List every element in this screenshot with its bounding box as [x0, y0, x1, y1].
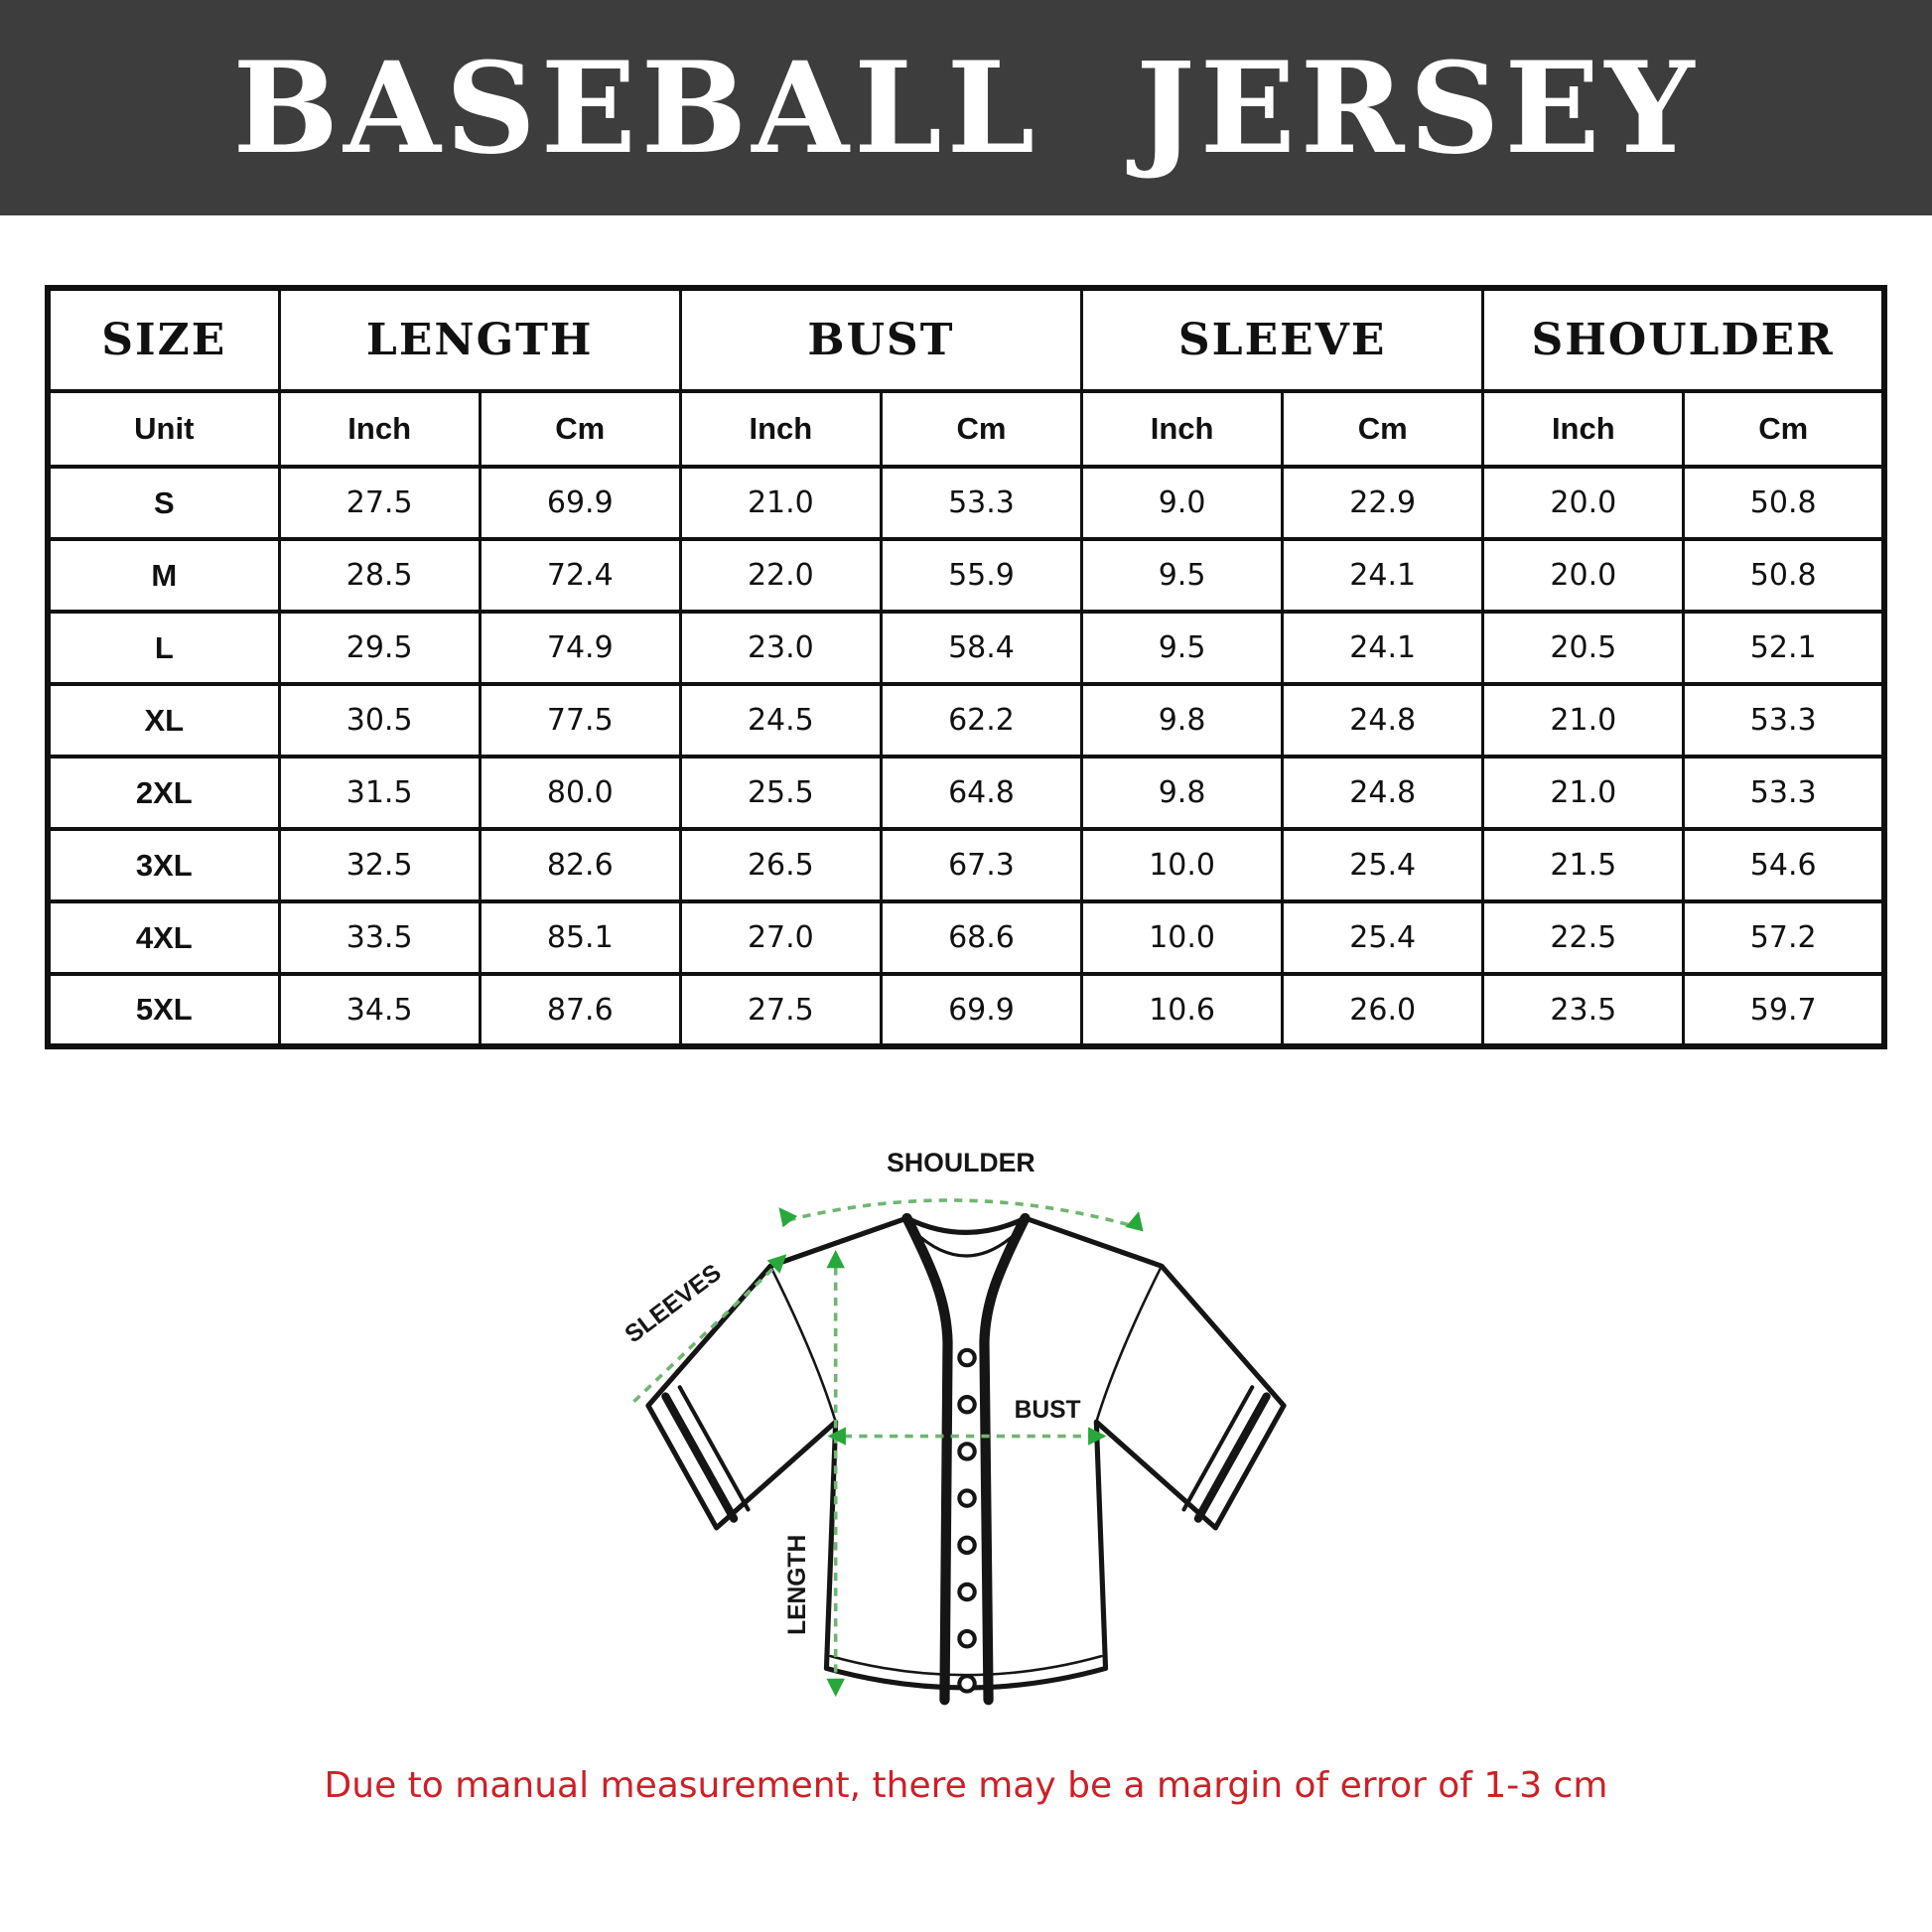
- value-cell: 87.6: [480, 974, 680, 1046]
- unit-cell: Inch: [680, 391, 881, 467]
- value-cell: 26.5: [680, 829, 881, 901]
- value-cell: 53.3: [881, 467, 1081, 539]
- size-cell: 5XL: [48, 974, 279, 1046]
- value-cell: 23.5: [1483, 974, 1684, 1046]
- value-cell: 33.5: [279, 901, 480, 974]
- value-cell: 62.2: [881, 684, 1081, 757]
- size-cell: L: [48, 612, 279, 684]
- column-header-bust: BUST: [680, 288, 1081, 391]
- value-cell: 27.5: [680, 974, 881, 1046]
- jersey-measurement-diagram: [579, 1139, 1353, 1729]
- table-row: [48, 684, 1884, 757]
- value-cell: 74.9: [480, 612, 680, 684]
- unit-header-row: [48, 391, 1884, 467]
- value-cell: 53.3: [1684, 757, 1884, 829]
- unit-cell: Cm: [480, 391, 680, 467]
- value-cell: 34.5: [279, 974, 480, 1046]
- column-header-size: SIZE: [48, 288, 279, 391]
- size-cell: 4XL: [48, 901, 279, 974]
- value-cell: 22.5: [1483, 901, 1684, 974]
- value-cell: 21.0: [1483, 757, 1684, 829]
- unit-cell: Cm: [881, 391, 1081, 467]
- value-cell: 24.8: [1283, 757, 1483, 829]
- title-banner: [0, 0, 1932, 215]
- value-cell: 68.6: [881, 901, 1081, 974]
- table-row: [48, 829, 1884, 901]
- unit-cell: Inch: [1483, 391, 1684, 467]
- value-cell: 67.3: [881, 829, 1081, 901]
- value-cell: 9.0: [1082, 467, 1283, 539]
- shoulder-arc-line: [787, 1200, 1134, 1226]
- value-cell: 20.0: [1483, 539, 1684, 612]
- value-cell: 52.1: [1684, 612, 1884, 684]
- value-cell: 25.5: [680, 757, 881, 829]
- value-cell: 24.1: [1283, 539, 1483, 612]
- value-cell: 22.0: [680, 539, 881, 612]
- length-label: LENGTH: [783, 1534, 811, 1635]
- page-title: BASEBALL JERSEY: [232, 34, 1700, 182]
- unit-cell: Inch: [279, 391, 480, 467]
- size-cell: 3XL: [48, 829, 279, 901]
- value-cell: 24.1: [1283, 612, 1483, 684]
- value-cell: 9.5: [1082, 539, 1283, 612]
- value-cell: 27.0: [680, 901, 881, 974]
- size-cell: XL: [48, 684, 279, 757]
- unit-cell: Cm: [1283, 391, 1483, 467]
- unit-cell: Cm: [1684, 391, 1884, 467]
- value-cell: 9.8: [1082, 757, 1283, 829]
- unit-cell: Unit: [48, 391, 279, 467]
- column-header-length: LENGTH: [279, 288, 680, 391]
- value-cell: 72.4: [480, 539, 680, 612]
- value-cell: 69.9: [480, 467, 680, 539]
- value-cell: 77.5: [480, 684, 680, 757]
- size-cell: M: [48, 539, 279, 612]
- value-cell: 64.8: [881, 757, 1081, 829]
- value-cell: 82.6: [480, 829, 680, 901]
- value-cell: 31.5: [279, 757, 480, 829]
- value-cell: 25.4: [1283, 901, 1483, 974]
- shoulder-arrow-right-icon: [1126, 1209, 1148, 1231]
- value-cell: 20.5: [1483, 612, 1684, 684]
- size-rows: [48, 467, 1884, 1046]
- column-header-shoulder: SHOULDER: [1483, 288, 1884, 391]
- table-row: [48, 612, 1884, 684]
- table-row: [48, 901, 1884, 974]
- value-cell: 27.5: [279, 467, 480, 539]
- shoulder-arrow-left-icon: [771, 1201, 797, 1227]
- table-row: [48, 757, 1884, 829]
- value-cell: 26.0: [1283, 974, 1483, 1046]
- value-cell: 21.0: [680, 467, 881, 539]
- table-row: [48, 974, 1884, 1046]
- size-cell: S: [48, 467, 279, 539]
- value-cell: 10.0: [1082, 829, 1283, 901]
- value-cell: 85.1: [480, 901, 680, 974]
- size-chart-table: [45, 285, 1887, 1049]
- value-cell: 10.0: [1082, 901, 1283, 974]
- value-cell: 9.8: [1082, 684, 1283, 757]
- table-row: [48, 467, 1884, 539]
- value-cell: 29.5: [279, 612, 480, 684]
- size-cell: 2XL: [48, 757, 279, 829]
- measurement-error-note: Due to manual measurement, there may be a margin of error of 1-3 cm: [324, 1765, 1608, 1806]
- placket-buttons: [959, 1350, 974, 1692]
- table-header-row: [48, 288, 1884, 391]
- value-cell: 30.5: [279, 684, 480, 757]
- value-cell: 25.4: [1283, 829, 1483, 901]
- value-cell: 59.7: [1684, 974, 1884, 1046]
- sleeves-label: SLEEVES: [620, 1259, 727, 1349]
- bust-label: BUST: [1014, 1397, 1081, 1425]
- value-cell: 21.5: [1483, 829, 1684, 901]
- column-header-sleeve: SLEEVE: [1082, 288, 1483, 391]
- value-cell: 50.8: [1684, 539, 1884, 612]
- value-cell: 23.0: [680, 612, 881, 684]
- value-cell: 50.8: [1684, 467, 1884, 539]
- length-arrow-top-icon: [826, 1250, 844, 1268]
- value-cell: 20.0: [1483, 467, 1684, 539]
- value-cell: 9.5: [1082, 612, 1283, 684]
- value-cell: 57.2: [1684, 901, 1884, 974]
- value-cell: 80.0: [480, 757, 680, 829]
- table-row: [48, 539, 1884, 612]
- value-cell: 24.5: [680, 684, 881, 757]
- length-arrow-bottom-icon: [826, 1679, 844, 1697]
- size-chart-section: [45, 285, 1887, 1049]
- value-cell: 53.3: [1684, 684, 1884, 757]
- value-cell: 22.9: [1283, 467, 1483, 539]
- unit-cell: Inch: [1082, 391, 1283, 467]
- value-cell: 54.6: [1684, 829, 1884, 901]
- value-cell: 32.5: [279, 829, 480, 901]
- value-cell: 55.9: [881, 539, 1081, 612]
- shoulder-label: SHOULDER: [887, 1147, 1035, 1177]
- value-cell: 21.0: [1483, 684, 1684, 757]
- value-cell: 10.6: [1082, 974, 1283, 1046]
- value-cell: 69.9: [881, 974, 1081, 1046]
- value-cell: 28.5: [279, 539, 480, 612]
- value-cell: 24.8: [1283, 684, 1483, 757]
- value-cell: 58.4: [881, 612, 1081, 684]
